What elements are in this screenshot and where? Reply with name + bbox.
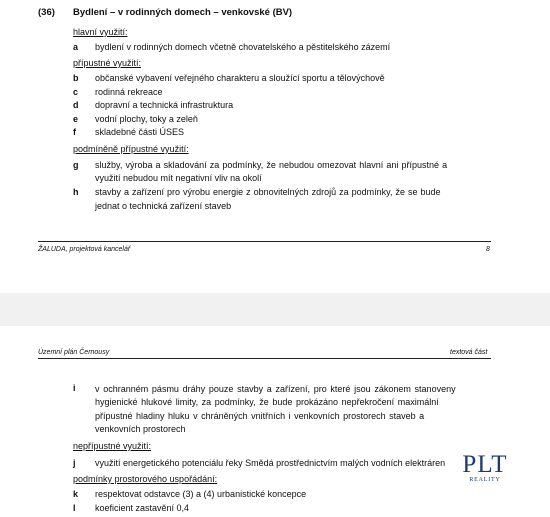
item-letter: g [73,160,79,170]
list-item-line: přípustné hladiny hluku v chráněných vnitřních i venkovních prostorech staveb a [95,411,425,421]
item-letter: e [73,114,79,124]
list-item-line: jednat o technická zařízení staveb [95,201,232,211]
header-left: Územní plán Černousy [38,349,110,356]
list-item: občanské vybavení veřejného charakteru a sloužící sportu a tělovýchově [95,73,385,83]
item-letter: f [73,127,76,137]
item-letter: k [73,489,79,499]
item-letter: c [73,87,79,97]
list-item-line: využití nebudou mít negativní vliv na okolí [95,173,262,183]
item-letter: i [73,383,76,393]
list-item-line: v ochranném pásmu dráhy pouze stavby a zařízení, pro které jsou zákonem stanoveny [95,384,456,394]
list-item-line: stavby a zařízení pro výrobu energie z obnovitelných zdrojů za podmínky, že se bude [95,187,441,197]
list-item-line: hygienické hlukové limity, za podmínky, že bude prokázáno nepřekročení maximální [95,397,439,407]
list-item: respektovat odstavce (3) a (4) urbanistické koncepce [95,489,307,499]
permitted-use-label: přípustné využití: [73,58,142,68]
item-letter: d [73,100,79,110]
item-letter: h [73,187,79,197]
item-letter: l [73,503,76,513]
list-item: skladebné části ÚSES [95,127,185,137]
plt-reality-logo [458,452,512,484]
page-number: 8 [486,246,490,253]
header-right: textová část [450,349,488,356]
footer-left: ŽALUDA, projektová kancelář [38,246,131,253]
list-item: rodinná rekreace [95,87,163,97]
logo-mark: PLT [462,451,508,478]
forbidden-use-label: nepřípustné využití: [73,441,152,451]
spatial-conditions-label: podmínky prostorového uspořádání: [73,474,218,484]
section-title: Bydlení – v rodinných domech – venkovské (BV) [73,7,293,18]
footer-rule [38,241,491,242]
list-item: vodní plochy, toky a zeleň [95,114,198,124]
list-item: dopravní a technická infrastruktura [95,100,234,110]
list-item-line: venkovních prostorech [95,424,186,434]
list-item: koeficient zastavění 0,4 [95,503,190,513]
main-use-label: hlavní využití: [73,27,128,37]
list-item: bydlení v rodinných domech včetně chovatelského a pěstitelského zázemí [95,42,391,52]
item-letter: b [73,73,79,83]
list-item-line: služby, výroba a skladování za podmínky, že nebudou omezovat hlavní ani přípustné a [95,160,448,170]
item-letter: j [73,458,76,468]
item-letter: a [73,42,79,52]
logo-subtitle: REALITY [469,477,501,483]
header-rule [38,358,491,359]
section-number: (36) [38,7,55,18]
list-item: využití energetického potenciálu řeky Smědá prostřednictvím malých vodních elektráren [95,458,446,468]
conditional-use-label: podmíněně přípustné využití: [73,144,189,154]
